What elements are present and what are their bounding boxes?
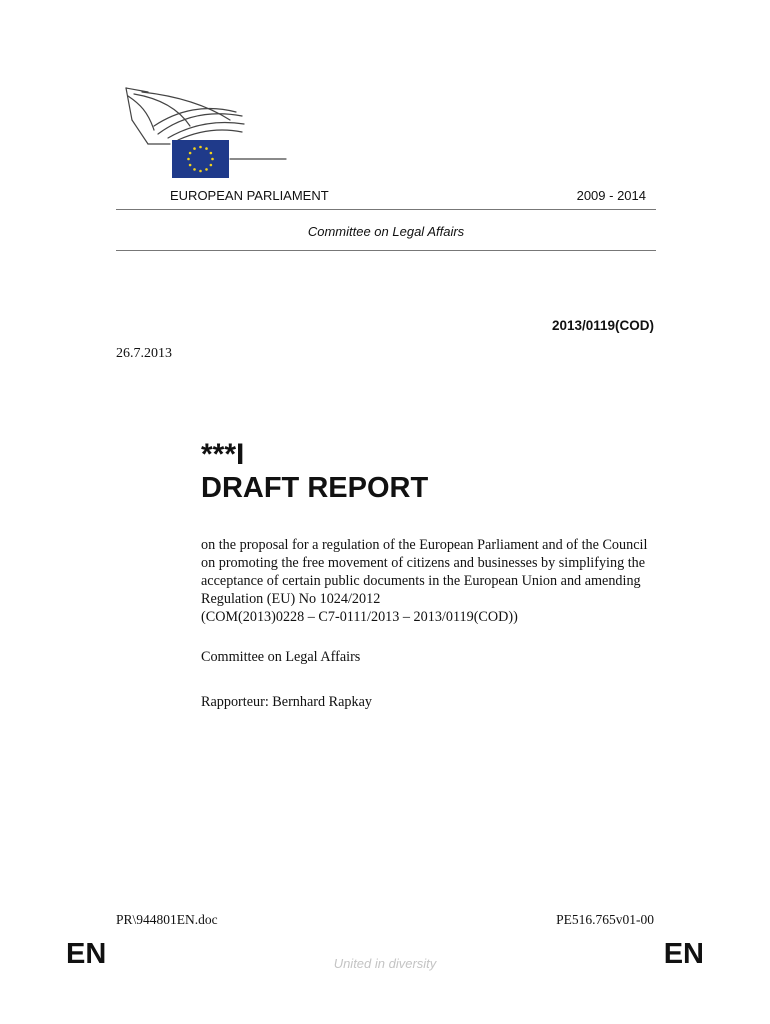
flag-star-icon xyxy=(210,164,213,167)
subject-line: on the proposal for a regulation of the European Parliament and of the Council xyxy=(201,537,648,553)
flag-star-icon xyxy=(193,147,196,150)
flag-star-icon xyxy=(205,147,208,150)
procedure-number: 2013/0119(COD) xyxy=(551,318,654,333)
flag-star-icon xyxy=(210,152,213,155)
flag-star-icon xyxy=(193,168,196,171)
procedure-stars: ***I xyxy=(201,438,245,471)
flag-star-icon xyxy=(211,158,214,161)
flag-star-icon xyxy=(199,146,202,149)
motto: United in diversity xyxy=(333,956,437,971)
rapporteur: Rapporteur: Bernhard Rapkay xyxy=(201,694,372,710)
flag-star-icon xyxy=(199,170,202,173)
subject-line: acceptance of certain public documents in the European Union and amending xyxy=(201,573,641,589)
header-divider xyxy=(116,209,656,210)
header-divider-bottom xyxy=(116,250,656,251)
language-code-left: EN xyxy=(66,938,107,970)
european-parliament-logo-icon xyxy=(118,82,290,182)
pe-reference: PE516.765v01-00 xyxy=(556,912,654,927)
language-code-right: EN xyxy=(663,938,704,970)
flag-star-icon xyxy=(189,164,192,167)
flag-star-icon xyxy=(187,158,190,161)
document-reference: PR\944801EN.doc xyxy=(116,912,218,927)
flag-star-icon xyxy=(189,152,192,155)
report-committee: Committee on Legal Affairs xyxy=(201,649,361,665)
subject-line: (COM(2013)0228 – C7-0111/2013 – 2013/0119(COD)) xyxy=(201,609,518,625)
document-date: 26.7.2013 xyxy=(116,346,172,361)
header-committee: Committee on Legal Affairs xyxy=(307,224,465,239)
institution-name: EUROPEAN PARLIAMENT xyxy=(170,188,329,203)
flag-star-icon xyxy=(205,168,208,171)
subject-line: Regulation (EU) No 1024/2012 xyxy=(201,591,381,607)
parliamentary-term: 2009 - 2014 xyxy=(576,188,646,203)
report-subject xyxy=(201,536,671,626)
subject-line: on promoting the free movement of citizens and businesses by simplifying the xyxy=(201,555,646,571)
report-title: DRAFT REPORT xyxy=(201,472,429,504)
